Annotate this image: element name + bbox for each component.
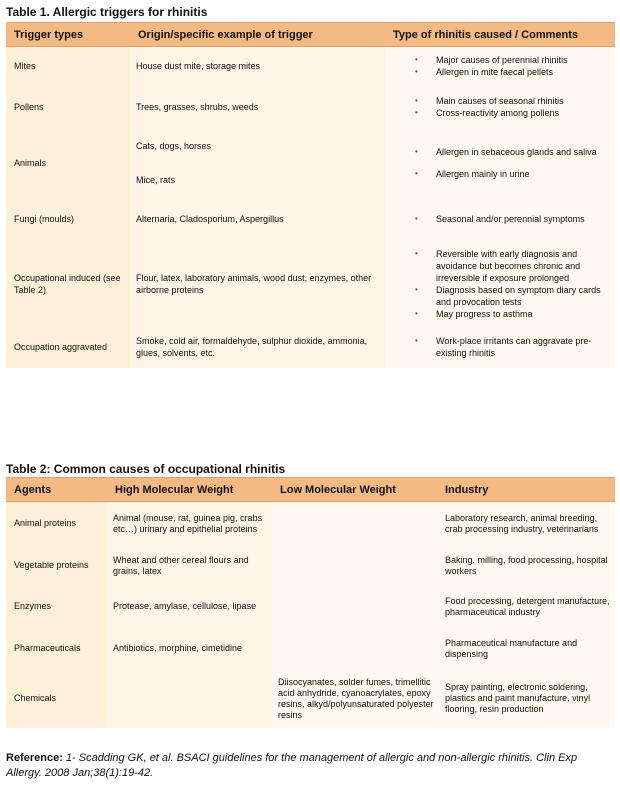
trigger-comments — [385, 47, 615, 85]
trigger-type: Fungi (moulds) — [6, 197, 130, 242]
table1-header-comments: Type of rhinitis caused / Comments — [385, 23, 615, 47]
origin-line: Cats, dogs, horses — [136, 140, 212, 151]
trigger-type: Pollens — [6, 85, 130, 129]
table-row — [6, 546, 615, 586]
bullet-item: • Reversible with early diagnosis and avoidance but becomes chronic and irreversible if exposure prolonged — [385, 248, 609, 284]
table-row — [6, 670, 615, 728]
trigger-comments — [385, 85, 615, 129]
high-mw-cell — [107, 670, 272, 728]
low-mw-cell — [272, 586, 437, 628]
trigger-comments — [385, 242, 615, 326]
industry-cell: Food processing, detergent manufacture, pharmaceutical industry — [437, 586, 615, 628]
high-mw-cell: Animal (mouse, rat, guinea pig, crabs etc…) urinary and epithelial proteins — [107, 502, 272, 546]
table2-header-low-mw: Low Molecular Weight — [272, 478, 437, 502]
high-mw-cell: Wheat and other cereal flours and grains, latex — [107, 546, 272, 586]
bullet-item: • Cross-reactivity among pollens — [385, 107, 609, 119]
industry-cell: Laboratory research, animal breeding, crab processing industry, veterinarians — [437, 502, 615, 546]
table2 — [6, 477, 615, 728]
reference-label: Reference: — [6, 752, 63, 764]
industry-cell: Spray painting, electronic soldering, plastics and paint manufacture, vinyl flooring, resin production — [437, 670, 615, 728]
table-row — [6, 197, 615, 242]
agent-cell: Animal proteins — [6, 502, 107, 546]
trigger-origin: House dust mite, storage mites — [130, 47, 385, 85]
trigger-type: Mites — [6, 47, 130, 85]
reference — [6, 751, 606, 781]
table2-header-agents: Agents — [6, 478, 107, 502]
trigger-origin: Trees, grasses, shrubs, weeds — [130, 85, 385, 129]
bullet-item: • Allergen mainly in urine — [385, 168, 609, 180]
table2-header-row — [6, 478, 615, 502]
agent-cell: Pharmaceuticals — [6, 628, 107, 670]
low-mw-cell — [272, 502, 437, 546]
table-row — [6, 502, 615, 546]
low-mw-cell — [272, 546, 437, 586]
table-row — [6, 326, 615, 368]
low-mw-cell — [272, 628, 437, 670]
trigger-origin: Alternaria, Cladosporium, Aspergillus — [130, 197, 385, 242]
trigger-origin — [130, 129, 385, 197]
table2-caption: Table 2: Common causes of occupational rhinitis — [6, 462, 286, 476]
agent-cell: Enzymes — [6, 586, 107, 628]
trigger-comments — [385, 326, 615, 368]
bullet-item: • Diagnosis based on symptom diary cards and provocation tests — [385, 284, 609, 308]
table-row — [6, 628, 615, 670]
trigger-type: Occupation aggravated — [6, 326, 130, 368]
trigger-origin: Smoke, cold air, formaldehyde, sulphur dioxide, ammonia, glues, solvents, etc. — [130, 326, 385, 368]
bullet-item: • Major causes of perennial rhinitis — [385, 54, 609, 66]
table1-header-trigger-types: Trigger types — [6, 23, 130, 47]
industry-cell: Pharmaceutical manufacture and dispensing — [437, 628, 615, 670]
table2-header-industry: Industry — [437, 478, 615, 502]
industry-cell: Baking, milling, food processing, hospital workers — [437, 546, 615, 586]
table-row — [6, 586, 615, 628]
bullet-item: • Main causes of seasonal rhinitis — [385, 95, 609, 107]
table1-header-row — [6, 23, 615, 47]
agent-cell: Vegetable proteins — [6, 546, 107, 586]
high-mw-cell: Protease, amylase, cellulose, lipase — [107, 586, 272, 628]
high-mw-cell: Antibiotics, morphine, cimetidine — [107, 628, 272, 670]
trigger-comments — [385, 129, 615, 197]
trigger-type: Animals — [6, 129, 130, 197]
origin-line: Mice, rats — [136, 174, 176, 185]
bullet-item: • Allergen in mite faecal pellets — [385, 66, 609, 78]
table1-caption: Table 1. Allergic triggers for rhinitis — [6, 5, 208, 19]
bullet-item: • Work-place irritants can aggravate pre-existing rhinitis — [385, 335, 609, 359]
bullet-item: • May progress to asthma — [385, 308, 609, 320]
table1 — [6, 22, 615, 368]
table-row — [6, 242, 615, 326]
table-row — [6, 129, 615, 197]
table1-header-origin: Origin/specific example of trigger — [130, 23, 385, 47]
bullet-item: • Allergen in sebaceous glands and saliva — [385, 146, 609, 158]
low-mw-cell: Diisocyanates, solder fumes, trimellitic acid anhydride, cyanoacrylates, epoxy resins, alkyd/polyunsaturated polyester resins — [272, 670, 437, 728]
trigger-comments — [385, 197, 615, 242]
trigger-origin: Flour, latex, laboratory animals, wood dust, enzymes, other airborne proteins — [130, 242, 385, 326]
table-row — [6, 85, 615, 129]
table-row — [6, 47, 615, 85]
agent-cell: Chemicals — [6, 670, 107, 728]
reference-text: 1- Scadding GK, et al. BSACI guidelines for the management of allergic and non-allergic rhinitis. Clin Exp Allergy. 2008 Jan;38(1):19-42. — [6, 752, 578, 779]
trigger-type: Occupational induced (see Table 2) — [6, 242, 130, 326]
table2-header-high-mw: High Molecular Weight — [107, 478, 272, 502]
bullet-item: • Seasonal and/or perennial symptoms — [385, 213, 609, 225]
